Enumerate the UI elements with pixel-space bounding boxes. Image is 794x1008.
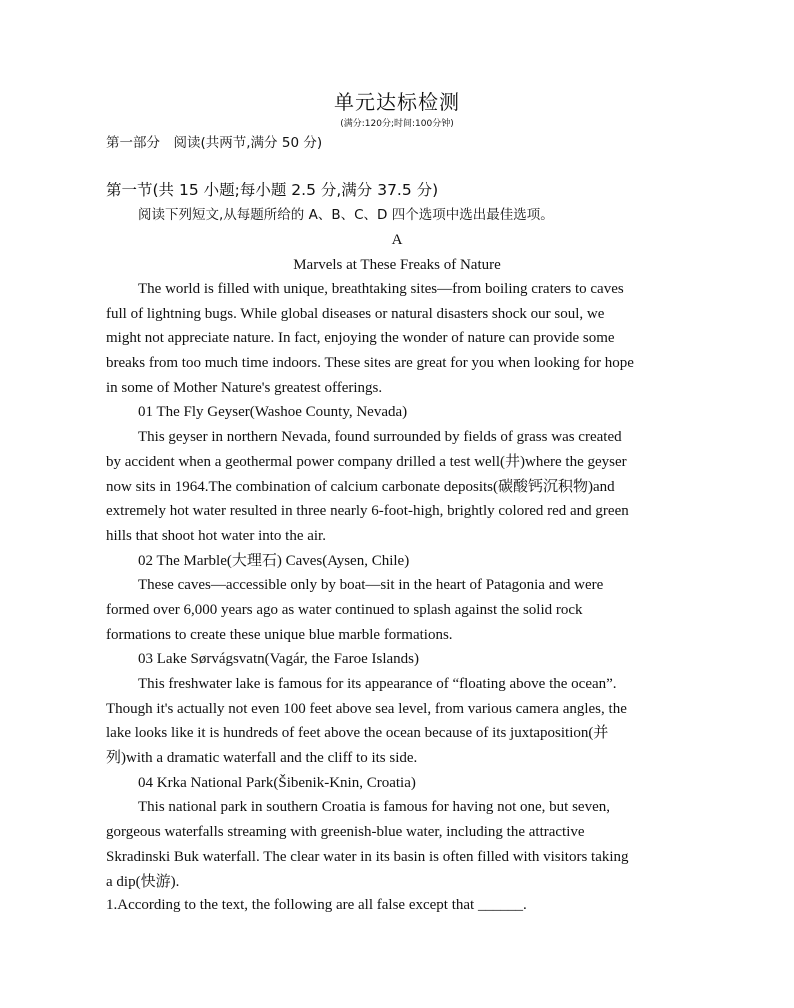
passage-line: now sits in 1964.The combination of calcium carbonate deposits(碳酸钙沉积物)and [106,478,615,495]
site-heading: 01 The Fly Geyser(Washoe County, Nevada) [138,404,408,421]
page-title: 单元达标检测 [334,90,460,114]
instructions: 阅读下列短文,从每题所给的 A、B、C、D 四个选项中选出最佳选项。 [138,207,554,223]
passage-line: These caves—accessible only by boat—sit in the heart of Patagonia and were [138,577,604,594]
passage-line: formations to create these unique blue marble formations. [106,626,453,643]
passage-line: might not appreciate nature. In fact, enjoying the wonder of nature can provide some [106,330,615,347]
passage-line: formed over 6,000 years ago as water continued to splash against the solid rock [106,601,583,618]
passage-line: 列)with a dramatic waterfall and the cliff to its side. [106,750,418,767]
page-subtitle: (满分:120分;时间:100分钟) [340,119,454,129]
passage-line: breaks from too much time indoors. These sites are great for you when looking for hope [106,355,634,372]
passage-line: lake looks like it is hundreds of feet above the ocean because of its juxtaposition(并 [106,725,609,742]
passage-body [106,277,696,894]
section-heading: 第一节(共 15 小题;每小题 2.5 分,满分 37.5 分) [106,181,439,199]
part-heading: 第一部分 阅读(共两节,满分 50 分) [106,135,323,151]
passage-line: gorgeous waterfalls streaming with greenish-blue water, including the attractive [106,824,585,841]
passage-line: hills that shoot hot water into the air. [106,527,326,544]
passage-line: extremely hot water resulted in three nearly 6-foot-high, brightly colored red and green [106,503,629,520]
passage-line: This freshwater lake is famous for its appearance of “floating above the ocean”. [138,676,617,692]
passage-line: by accident when a geothermal power company drilled a test well(井)where the geyser [106,453,627,470]
passage-line: Skradinski Buk waterfall. The clear water in its basin is often filled with visitors taking [106,848,629,865]
question-1: 1.According to the text, the following are all false except that ______. [106,897,527,913]
site-heading: 04 Krka National Park(Šibenik-Knin, Croatia) [138,774,416,791]
passage-line: a dip(快游). [106,873,180,890]
passage-line: The world is filled with unique, breathtaking sites—from boiling craters to caves [138,281,624,297]
site-heading: 03 Lake Sørvágsvatn(Vagár, the Faroe Islands) [138,651,419,668]
passage-title: Marvels at These Freaks of Nature [293,257,501,273]
passage-line: in some of Mother Nature's greatest offerings. [106,379,383,396]
passage-letter: A [391,232,403,248]
site-heading: 02 The Marble(大理石) Caves(Aysen, Chile) [138,552,410,569]
passage-line: full of lightning bugs. While global diseases or natural disasters shock our soul, we [106,305,605,322]
passage-line: Though it's actually not even 100 feet above sea level, from various camera angles, the [106,700,627,717]
passage-line: This national park in southern Croatia is famous for having not one, but seven, [138,799,610,816]
passage-line: This geyser in northern Nevada, found surrounded by fields of grass was created [138,429,622,446]
